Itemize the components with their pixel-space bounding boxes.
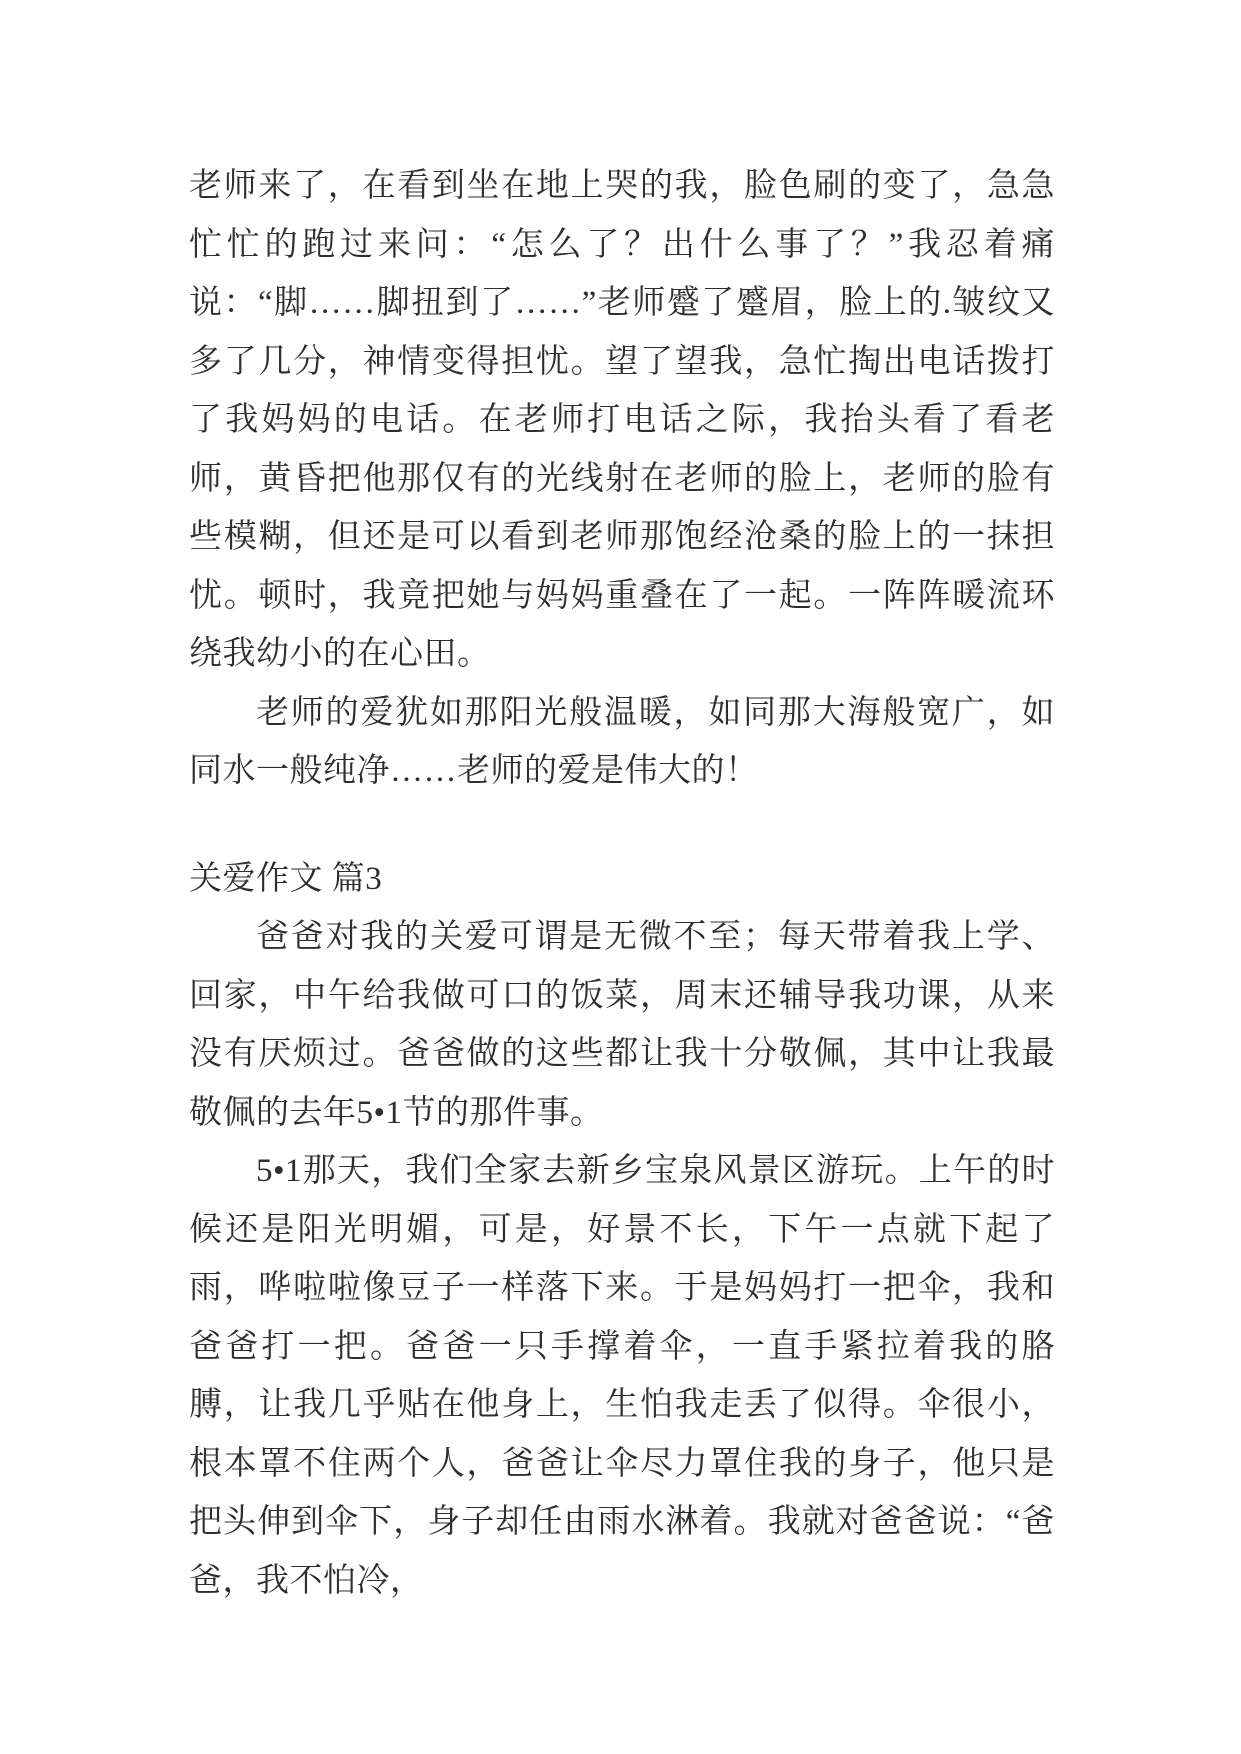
section-heading: 关爱作文 篇3 bbox=[189, 860, 383, 897]
essay-content bbox=[189, 157, 1055, 1610]
essay-paragraph: 爸爸对我的关爱可谓是无微不至；每天带着我上学、回家，中午给我做可口的饭菜，周末还辅导我功课，从来没有厌烦过。爸爸做的这些都让我十分敬佩，其中让我最敬佩的去年5•1节的那件事。 bbox=[189, 919, 1055, 1131]
essay-paragraph: 5•1那天，我们全家去新乡宝泉风景区游玩。上午的时候还是阳光明媚，可是，好景不长，下午一点就下起了雨，哗啦啦像豆子一样落下来。于是妈妈打一把伞，我和爸爸打一把。爸爸一只手撑着伞，一直手紧拉着我的胳膊，让我几乎贴在他身上，生怕我走丢了似得。伞很小，根本罩不住两个人，爸爸让伞尽力罩住我的身子，他只是把头伸到伞下，身子却任由雨水淋着。我就对爸爸说：“爸爸，我不怕冷， bbox=[189, 1153, 1055, 1599]
essay-paragraph: 老师的爱犹如那阳光般温暖，如同那大海般宽广，如同水一般纯净……老师的爱是伟大的！ bbox=[189, 694, 1055, 789]
essay-paragraph: 老师来了，在看到坐在地上哭的我，脸色刷的变了，急急忙忙的跑过来问：“怎么了？出什么事了？”我忍着痛说：“脚……脚扭到了……”老师蹙了蹙眉，脸上的.皱纹又多了几分，神情变得担忧。望了望我，急忙掏出电话拨打了我妈妈的电话。在老师打电话之际，我抬头看了看老师，黄昏把他那仅有的光线射在老师的脸上，老师的脸有些模糊，但还是可以看到老师那饱经沧桑的脸上的一抹担忧。顿时，我竟把她与妈妈重叠在了一起。一阵阵暖流环绕我幼小的在心田。 bbox=[189, 168, 1055, 672]
